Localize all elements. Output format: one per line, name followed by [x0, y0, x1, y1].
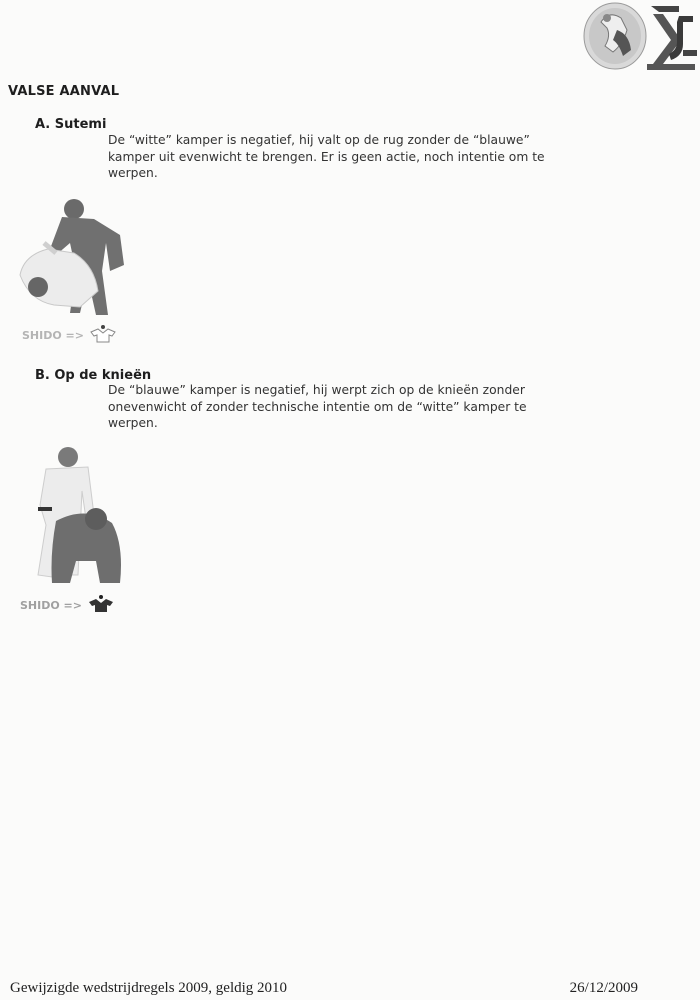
subsection-b-title: B. Op de knieën — [35, 368, 152, 383]
penalty-label: SHIDO => — [22, 329, 84, 342]
penalty-label: SHIDO => — [20, 599, 82, 612]
text-line: werpen. — [108, 166, 158, 180]
text-line: onevenwicht of zonder technische intentie om de “witte” kamper te — [108, 399, 527, 414]
knees-penalty — [20, 595, 116, 616]
subsection-b-text — [108, 382, 628, 432]
subsection-a-text — [108, 132, 628, 182]
text-line: kamper uit evenwicht te brengen. Er is geen actie, noch intentie om te — [108, 149, 545, 164]
text-line: De “blauwe” kamper is negatief, hij werpt zich op de knieën zonder — [108, 383, 525, 397]
subsection-a-title: A. Sutemi — [35, 117, 107, 132]
text-line: werpen. — [108, 416, 158, 430]
blue-judogi-icon — [86, 595, 116, 616]
white-judogi-icon — [88, 325, 118, 346]
text-line: De “witte” kamper is negatief, hij valt op de rug zonder de “blauwe” — [108, 133, 530, 147]
footer-date: 26/12/2009 — [569, 980, 638, 996]
section-heading: VALSE AANVAL — [8, 84, 120, 99]
sutemi-penalty — [22, 325, 118, 346]
footer-title: Gewijzigde wedstrijdregels 2009, geldig 2010 — [10, 980, 288, 996]
knees-photo — [16, 445, 126, 585]
sutemi-photo — [14, 195, 134, 320]
federation-logo — [583, 0, 698, 74]
